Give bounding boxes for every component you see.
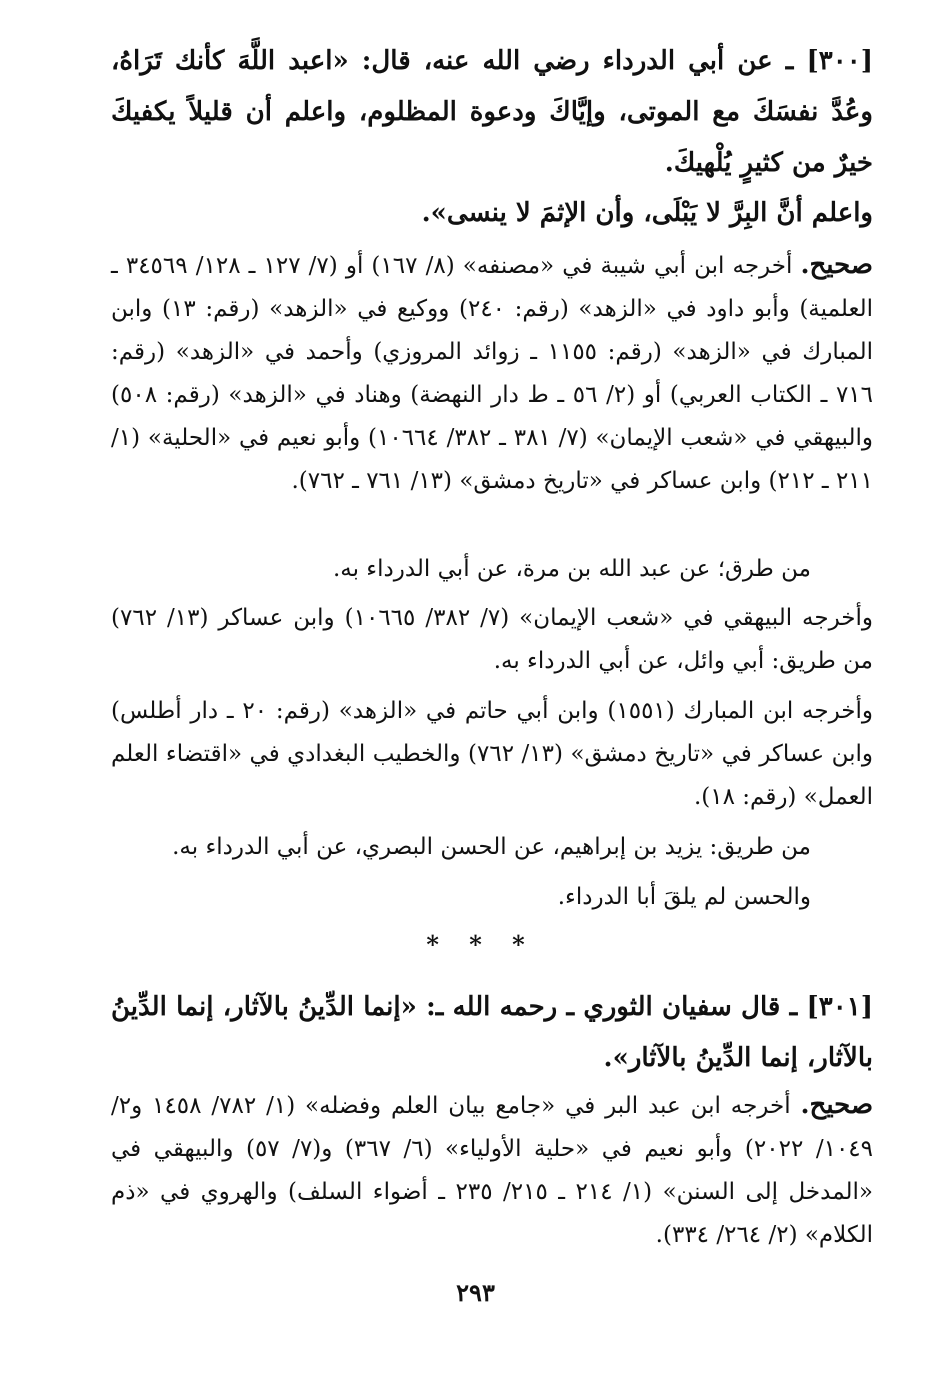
entry-300-quote: ـ عن أبي الدرداء رضي الله عنه، قال: «اعبد اللَّهَ كأنك تَرَاهُ، وعُدَّ نفسَكَ مع الموتى، وإيَّاكَ ودعوة المظلوم، واعلم أن قليلاً يكفيكَ خيرٌ من كثيرٍ يُلْهيكَ. xyxy=(111,46,873,178)
entry-300-note-2: وأخرجه البيهقي في «شعب الإيمان» (٧/ ٣٨٢/ ١٠٦٦٥) وابن عساكر (١٣/ ٧٦٢) من طريق: أبي وائل، عن أبي الدرداء به. xyxy=(111,605,874,674)
entry-301-number: [٣٠١] xyxy=(806,992,873,1022)
page-number: ٢٩٣ xyxy=(456,1278,495,1307)
entry-300-takhrij-text: أخرجه ابن أبي شيبة في «مصنفه» (٨/ ١٦٧) أو (٧/ ١٢٧ ـ ١٢٨/ ٣٤٥٦٩ ـ العلمية) وأبو داود في «الزهد» (رقم: ٢٤٠) ووكيع في «الزهد» (رقم: ١٣) وابن المبارك في «الزهد» (رقم: ١١٥٥ ـ زوائد المروزي) وأحمد في «الزهد» (رقم: ٧١٦ ـ الكتاب العربي) أو (٢/ ٥٦ ـ ط دار النهضة) وهناد في «الزهد» (رقم: ٥٠٨) والبيهقي في «شعب الإيمان» (٧/ ٣٨١ ـ ٣٨٢/ ١٠٦٦٤) وأبو نعيم في «الحلية» (١/ ٢١١ ـ ٢١٢) وابن عساكر في «تاريخ دمشق» (١٣/ ٧٦١ ـ ٧٦٢). xyxy=(111,253,874,494)
entry-301-takhrij-text: أخرجه ابن عبد البر في «جامع بيان العلم وفضله» (١/ ٧٨٢/ ١٤٥٨ و٢/ ١٠٤٩/ ٢٠٢٢) وأبو نعيم في «حلية الأولياء» (٦/ ٣٦٧) و(٧/ ٥٧) والبيهقي في «المدخل إلى السنن» (١/ ٢١٤ ـ ٢١٥/ ٢٣٥ ـ أضواء السلف) والهروي في «ذم الكلام» (٢/ ٢٦٤/ ٣٣٤). xyxy=(111,1093,874,1248)
entry-301-takhrij xyxy=(111,1084,873,1257)
entry-300-number: [٣٠٠] xyxy=(806,46,873,76)
entry-300-quote-end: واعلم أنَّ البِرَّ لا يَبْلَى، وأن الإثمَ لا ينسى». xyxy=(421,198,873,228)
entry-300-header xyxy=(111,36,873,189)
entry-300-takhrij xyxy=(111,244,873,503)
section-separator: * * * xyxy=(426,930,525,959)
entry-300-note-4: من طريق: يزيد بن إبراهيم، عن الحسن البصري، عن أبي الدرداء به. xyxy=(172,834,811,860)
entry-300-note-5: والحسن لم يلقَ أبا الدرداء. xyxy=(557,884,811,910)
entry-300-grade: صحيح. xyxy=(800,250,874,280)
entry-300-note-1: من طرق؛ عن عبد الله بن مرة، عن أبي الدرداء به. xyxy=(332,556,811,582)
entry-300-note-3: وأخرجه ابن المبارك (١٥٥١) وابن أبي حاتم في «الزهد» (رقم: ٢٠ ـ دار أطلس) وابن عساكر في «تاريخ دمشق» (١٣/ ٧٦٢) والخطيب البغدادي في «اقتضاء العلم العمل» (رقم: ١٨). xyxy=(111,698,873,810)
entry-301-quote: ـ قال سفيان الثوري ـ رحمه الله ـ: «إنما الدِّينُ بالآثار، إنما الدِّينُ بالآثار، إنما الدِّينُ بالآثار». xyxy=(111,992,873,1073)
entry-301-header xyxy=(111,982,873,1084)
entry-301-grade: صحيح. xyxy=(800,1090,874,1120)
